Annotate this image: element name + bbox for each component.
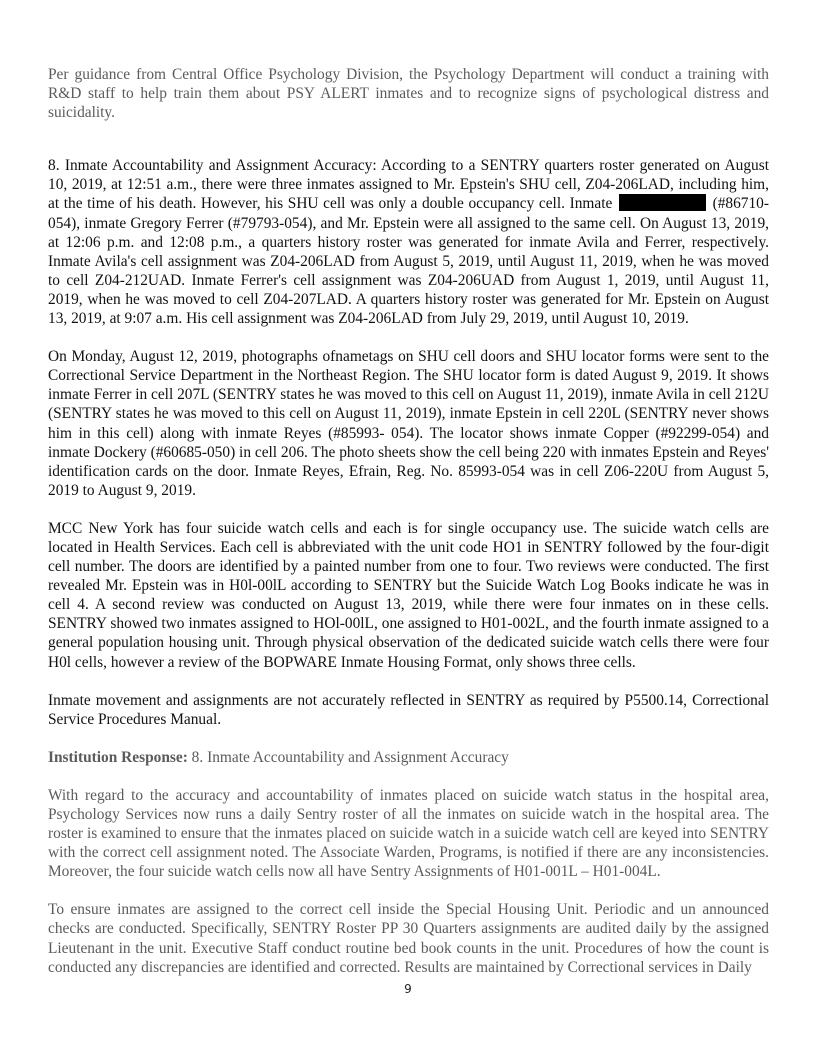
paragraph-text-part: (#86710-054), inmate Gregory Ferrer (#79793-054), and Mr. Epstein were all assigned to the same cell. On August 13, 2019, at 12:06 p.m. and 12:08 p.m., a quarters history roster was generated for inmate Avila and Ferrer, respectively. Inmate Avila's cell assignment was Z04-206LAD from August 5, 2019, until August 11, 2019, when he was moved to cell Z04-212UAD. Inmate Ferrer's cell assignment was Z04-206UAD from August 1, 2019, until August 11, 2019, when he was moved to cell Z04-207LAD. A quarters history roster was generated for Mr. Epstein on August 13, 2019, at 9:07 a.m. His cell assignment was Z04-206LAD from July 29, 2019, until August 10, 2019.: [48, 195, 769, 328]
paragraph-psychology-roster: With regard to the accuracy and accountability of inmates placed on suicide watch status in the hospital area, Psychology Services now runs a daily Sentry roster of all the inmates on suicide watch in the hospital area. The roster is examined to ensure that the inmates placed on suicide watch in a suicide watch cell are keyed into SENTRY with the correct cell assignment noted. The Associate Warden, Programs, is notified if there are any inconsistencies. Moreover, the four suicide watch cells now all have Sentry Assignments of H01-001L – H01-004L.: [48, 786, 769, 881]
document-page: [48, 65, 769, 977]
redaction-box: [619, 194, 706, 211]
paragraph-institution-response: [48, 748, 769, 767]
institution-response-topic: 8. Inmate Accountability and Assignment Accuracy: [187, 748, 509, 766]
paragraph-suicide-watch-cells: MCC New York has four suicide watch cells and each is for single occupancy use. The suicide watch cells are located in Health Services. Each cell is abbreviated with the unit code HO1 in SENTRY followed by the four-digit cell number. The doors are identified by a painted number from one to four. Two reviews were conducted. The first revealed Mr. Epstein was in H0l-00lL according to SENTRY but the Suicide Watch Log Books indicate he was in cell 4. A second review was conducted on August 13, 2019, while there were four inmates on in these cells. SENTRY showed two inmates assigned to HOl-00lL, one assigned to H01-002L, and the fourth inmate assigned to a general population housing unit. Through physical observation of the dedicated suicide watch cells there were four H0l cells, however a review of the BOPWARE Inmate Housing Format, only shows three cells.: [48, 519, 769, 671]
institution-response-label: Institution Response:: [48, 748, 188, 766]
page-number: 9: [404, 982, 412, 996]
paragraph-sentry-conclusion: Inmate movement and assignments are not accurately reflected in SENTRY as required by P5500.14, Correctional Service Procedures Manual.: [48, 691, 769, 728]
paragraph-shu-locator: On Monday, August 12, 2019, photographs ofnametags on SHU cell doors and SHU locator forms were sent to the Correctional Service Department in the Northeast Region. The SHU locator form is dated August 9, 2019. It shows inmate Ferrer in cell 207L (SENTRY states he was moved to this cell on August 11, 2019), inmate Avila in cell 212U (SENTRY states he was moved to this cell on August 11, 2019), inmate Epstein in cell 220L (SENTRY never shows him in this cell) along with inmate Reyes (#85993- 054). The locator shows inmate Copper (#92299-054) and inmate Dockery (#60685-050) in cell 206. The photo sheets show the cell being 220 with inmates Epstein and Reyes' identification cards on the door. Inmate Reyes, Efrain, Reg. No. 85993-054 was in cell Z06-220U from August 5, 2019 to August 9, 2019.: [48, 348, 769, 499]
paragraph-shu-cell-checks: To ensure inmates are assigned to the correct cell inside the Special Housing Unit. Periodic and un announced checks are conducted. Specifically, SENTRY Roster PP 30 Quarters assignments are audited daily by the assigned Lieutenant in the unit. Executive Staff conduct routine bed book counts in the unit. Procedures of how the count is conducted any discrepancies are identified and corrected. Results are maintained by Correctional services in Daily: [48, 901, 769, 976]
paragraph-text-part: 8. Inmate Accountability and Assignment Accuracy: According to a SENTRY quarters roster generated on August 10, 2019, at 12:51 a.m., there were three inmates assigned to Mr. Epstein's SHU cell, Z04-206LAD, including him, at the time of his death. However, his SHU cell was only a double occupancy cell. Inmate: [48, 157, 769, 213]
paragraph-psychology-training: Per guidance from Central Office Psychology Division, the Psychology Department will conduct a training with R&D staff to help train them about PSY ALERT inmates and to recognize signs of psychological distress and suicidality.: [48, 66, 769, 122]
paragraph-inmate-accountability: [48, 156, 769, 328]
